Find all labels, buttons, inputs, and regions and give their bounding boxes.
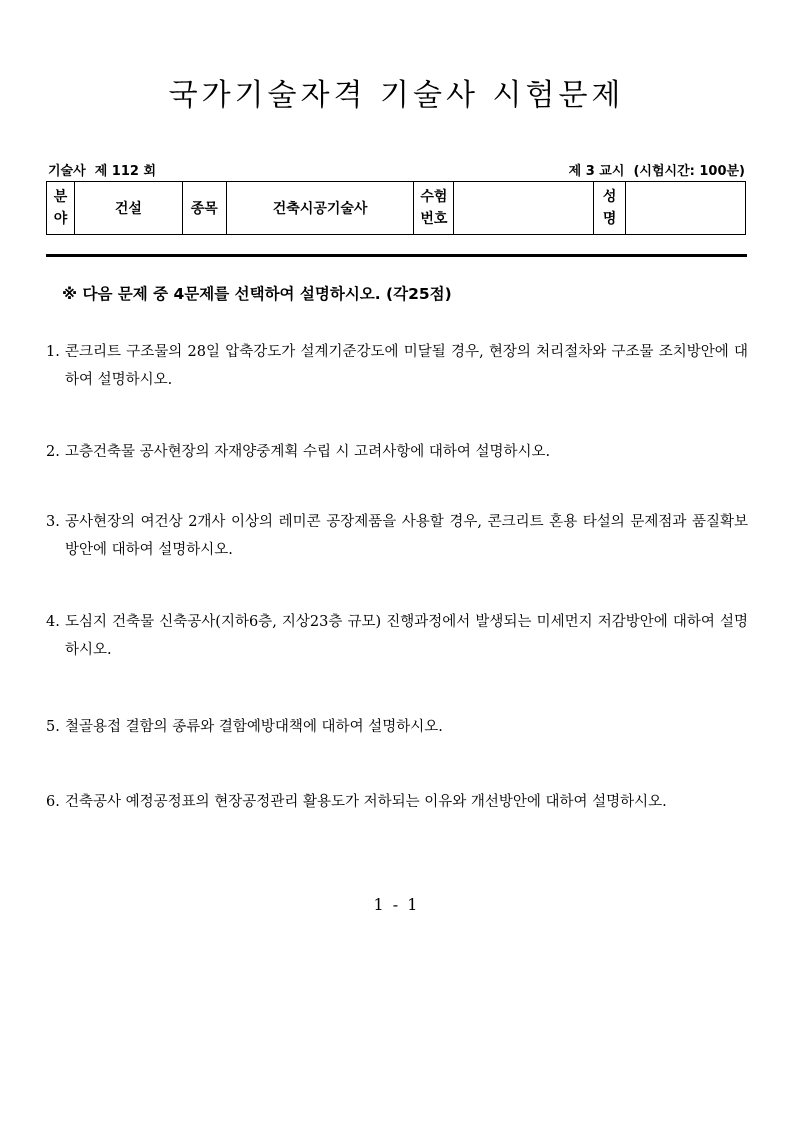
- category-label: 종목: [182, 182, 226, 235]
- exam-round: 기술사 제 112 회: [48, 164, 157, 179]
- exam-number-label-line-1: 수험: [420, 189, 448, 205]
- question-number: 1.: [46, 344, 60, 360]
- field-label-line-2: 야: [53, 211, 68, 227]
- question-number: 2.: [46, 444, 60, 460]
- exam-number-label: [414, 182, 454, 235]
- question-number: 5.: [46, 719, 60, 735]
- category-value: 건축시공기술사: [226, 182, 414, 235]
- question-item: [46, 508, 748, 564]
- question-item: [46, 608, 748, 664]
- page-number: 1 - 1: [373, 895, 420, 914]
- question-number: 4.: [46, 614, 60, 630]
- name-label: [594, 182, 626, 235]
- field-label-line-1: 분: [53, 189, 68, 205]
- question-number: 6.: [46, 794, 60, 810]
- page-title: 국가기술자격 기술사 시험문제: [168, 78, 625, 113]
- exam-number-label-line-2: 번호: [420, 211, 448, 227]
- question-item: [46, 788, 748, 816]
- field-label: [47, 182, 75, 235]
- exam-info-table: [46, 181, 746, 235]
- exam-number-field[interactable]: [454, 182, 594, 235]
- divider: [46, 254, 747, 257]
- name-field[interactable]: [626, 182, 746, 235]
- name-label-line-2: 명: [602, 211, 617, 227]
- instruction: ※ 다음 문제 중 4문제를 선택하여 설명하시오. (각25점): [62, 285, 452, 303]
- question-text: 고층건축물 공사현장의 자재양중계획 수립 시 고려사항에 대하여 설명하시오.: [65, 444, 551, 460]
- question-item: [46, 438, 748, 466]
- question-text: 콘크리트 구조물의 28일 압축강도가 설계기준강도에 미달될 경우, 현장의 처리절차와 구조물 조치방안에 대하여 설명하시오.: [65, 344, 748, 388]
- field-value: 건설: [74, 182, 182, 235]
- question-item: [46, 338, 748, 394]
- question-text: 철골용접 결함의 종류와 결함예방대책에 대하여 설명하시오.: [65, 719, 443, 735]
- question-item: [46, 713, 748, 741]
- question-text: 공사현장의 여건상 2개사 이상의 레미콘 공장제품을 사용할 경우, 콘크리트 혼용 타설의 문제점과 품질확보방안에 대하여 설명하시오.: [65, 514, 748, 558]
- question-text: 건축공사 예정공정표의 현장공정관리 활용도가 저하되는 이유와 개선방안에 대하여 설명하시오.: [65, 794, 667, 810]
- question-text: 도심지 건축물 신축공사(지하6층, 지상23층 규모) 진행과정에서 발생되는 미세먼지 저감방안에 대하여 설명하시오.: [65, 614, 748, 658]
- question-number: 3.: [46, 514, 60, 530]
- name-label-line-1: 성: [602, 189, 617, 205]
- exam-session: 제 3 교시 (시험시간: 100분): [568, 164, 745, 179]
